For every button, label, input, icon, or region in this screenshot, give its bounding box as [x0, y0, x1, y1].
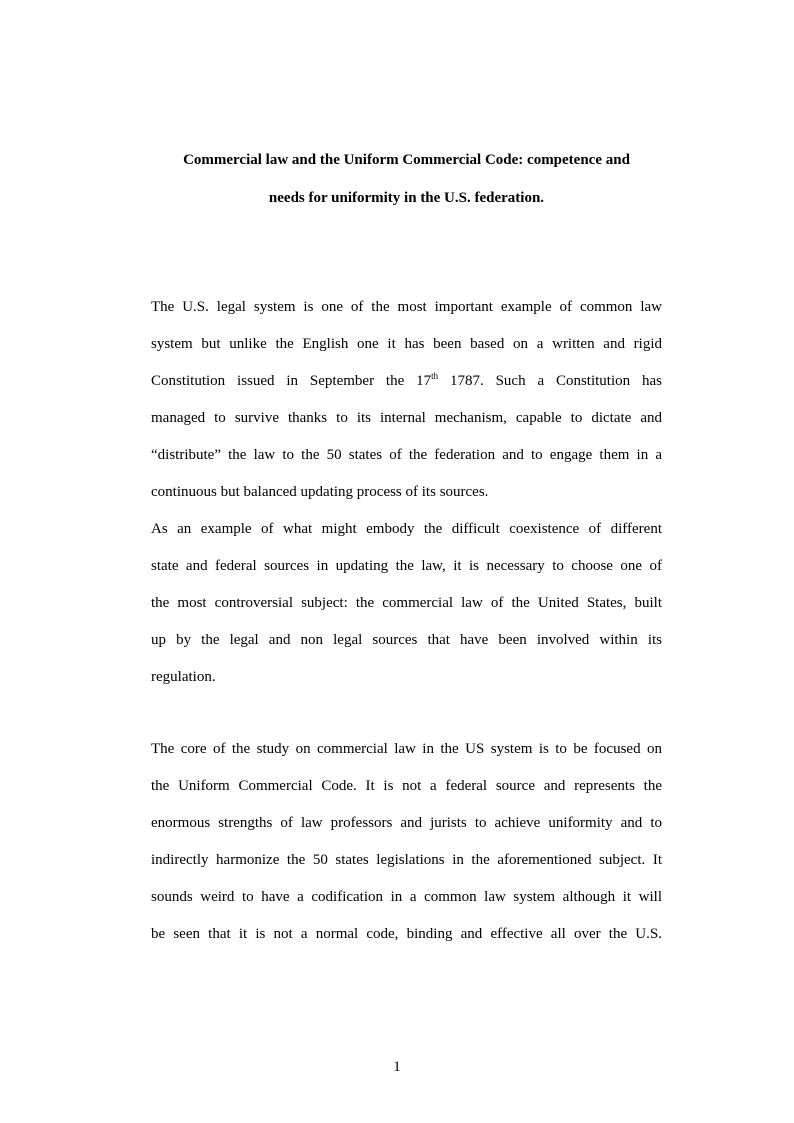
paragraph-1: [151, 289, 662, 696]
text-line: The U.S. legal system is one of the most important example of common law: [151, 299, 662, 315]
text-line: be seen that it is not a normal code, binding and effective all over the U.S.: [151, 926, 662, 942]
text-line: up by the legal and non legal sources that have been involved within its: [151, 632, 662, 648]
text-line: enormous strengths of law professors and jurists to achieve uniformity and to: [151, 815, 662, 831]
text-line: state and federal sources in updating the law, it is necessary to choose one of: [151, 558, 662, 574]
document-title: [151, 141, 662, 217]
ordinal-superscript: th: [431, 371, 439, 381]
text-line: continuous but balanced updating process of its sources.: [151, 484, 489, 500]
text-fragment: 1787. Such a Constitution has: [438, 373, 662, 389]
text-line: “distribute” the law to the 50 states of the federation and to engage them in a: [151, 447, 662, 463]
text-line: As an example of what might embody the difficult coexistence of different: [151, 521, 662, 537]
text-line: sounds weird to have a codification in a common law system although it will: [151, 889, 662, 905]
title-line: needs for uniformity in the U.S. federation.: [268, 190, 545, 206]
text-line: managed to survive thanks to its internal mechanism, capable to dictate and: [151, 410, 662, 426]
text-line: [151, 363, 662, 400]
text-line: regulation.: [151, 669, 216, 685]
text-line: system but unlike the English one it has been based on a written and rigid: [151, 336, 662, 352]
page-number: 1: [393, 1059, 401, 1075]
text-line: indirectly harmonize the 50 states legislations in the aforementioned subject. It: [151, 852, 662, 868]
text-line: The core of the study on commercial law in the US system is to be focused on: [151, 741, 662, 757]
text-fragment: Constitution issued in September the 17: [151, 373, 432, 389]
title-line: Commercial law and the Uniform Commercial Code: competence and: [183, 152, 630, 168]
text-line: the most controversial subject: the commercial law of the United States, built: [151, 595, 662, 611]
text-line: the Uniform Commercial Code. It is not a federal source and represents the: [151, 778, 662, 794]
paragraph-2: [151, 731, 662, 953]
